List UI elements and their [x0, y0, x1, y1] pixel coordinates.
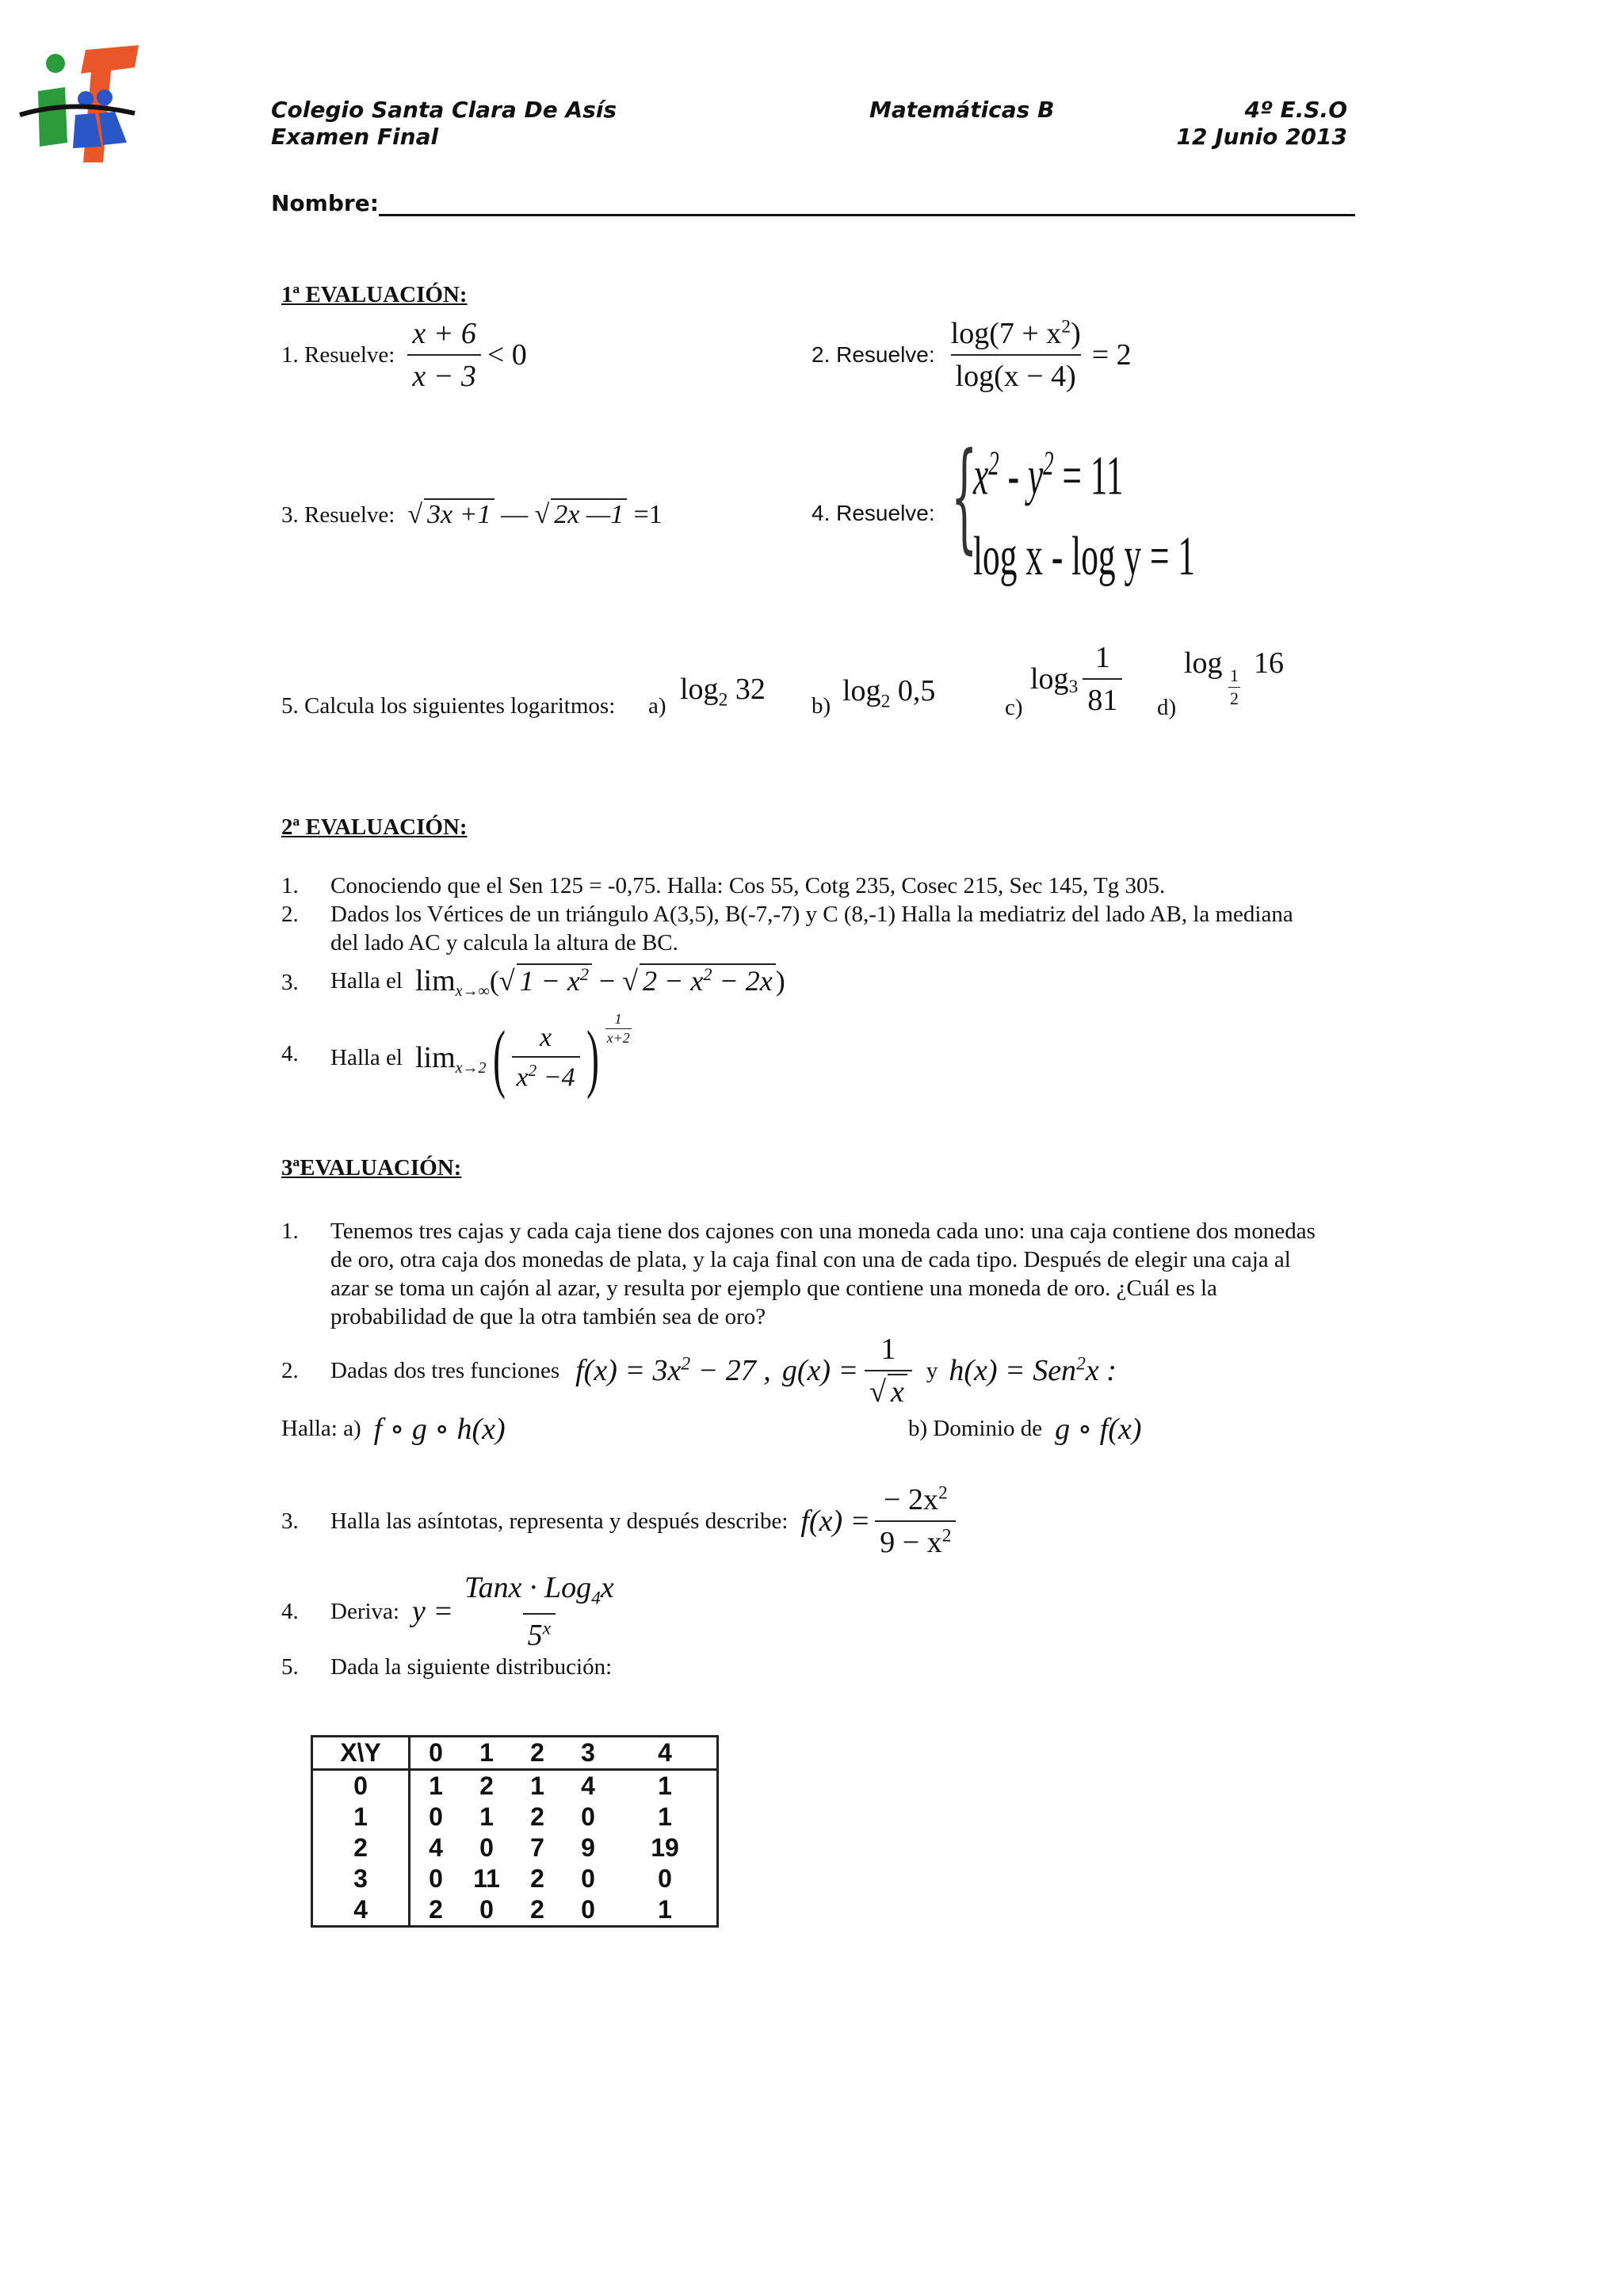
table-col-header: 2 — [530, 1738, 544, 1767]
p5-a-expr — [680, 672, 766, 711]
p2-num-exp: 2 — [1061, 316, 1071, 338]
table-row — [312, 1863, 718, 1894]
p5-d-arg: 16 — [1254, 646, 1284, 680]
table-cell: 0 — [429, 1864, 443, 1893]
eval2-p3-b: 2 − x — [643, 965, 704, 997]
table-cell: 2 — [479, 1772, 494, 1800]
eval3-p4-den: 5 — [527, 1618, 543, 1652]
table-cell: 2 — [530, 1802, 544, 1831]
eval3-p3-num-exp: 2 — [938, 1482, 948, 1504]
header-subject: Matemáticas B — [869, 97, 1055, 123]
p3-minus: — — [501, 500, 529, 529]
table-cell: 0 — [581, 1895, 595, 1924]
school-logo — [16, 44, 143, 166]
table-header-row — [312, 1737, 718, 1770]
eval3-p2-f — [575, 1353, 771, 1388]
table-cell: 1 — [530, 1772, 544, 1800]
p5-c-base: 3 — [1068, 676, 1079, 697]
table-corner: X\Y — [312, 1737, 410, 1770]
logo-graphic — [16, 44, 143, 166]
eval3-p2-num: 2. — [281, 1358, 299, 1383]
eval2-p2-line1: Dados los Vértices de un triángulo A(3,5), B(-7,-7) y C (8,-1) Halla la mediatriz del lado AB, la mediana — [330, 902, 1293, 927]
eval2-p4-text: Halla el — [330, 1045, 403, 1070]
eval2-p1-text: Conociendo que el Sen 125 = -0,75. Halla: Cos 55, Cotg 235, Cosec 215, Sec 145, Tg 305. — [330, 873, 1166, 898]
table-row — [312, 1802, 718, 1833]
eval2-p3-lim: lim — [414, 964, 456, 997]
eval1-problem-5-label: 5. Calcula los siguientes logaritmos: — [281, 693, 616, 719]
p5-b-label: b) — [812, 693, 831, 719]
p2-fraction — [946, 316, 1086, 394]
header-exam: Examen Final — [271, 124, 439, 150]
header-school: Colegio Santa Clara De Asís — [271, 97, 617, 123]
table-cell: 1 — [429, 1772, 443, 1800]
eval3-p2-h-tail: x : — [1085, 1354, 1117, 1387]
eval3-p4-den-exp: x — [542, 1618, 552, 1639]
p5-d-label: d) — [1157, 695, 1177, 720]
eval3-p4-text: Deriva: — [330, 1599, 399, 1624]
table-cell: 7 — [530, 1833, 544, 1862]
system-eq-1 — [973, 444, 1124, 508]
table-row-label: 1 — [312, 1802, 410, 1833]
eval1-problem-3 — [281, 495, 663, 535]
p5-d-base — [1228, 666, 1240, 709]
p3-root2: 2x —1 — [551, 498, 627, 529]
eval2-p3-body: (√ $1 - x^2$ − √ $2 - x^2 - 2x$ ) — [489, 964, 785, 997]
table-cell: 0 — [581, 1802, 595, 1831]
eq1-rhs: = 11 — [1053, 445, 1124, 507]
eq1-y: - y — [999, 445, 1044, 507]
eval3-p1-line-2: de oro, otra caja dos monedas de plata, y la caja final con una de cada tipo. Después de elegir una caja al — [330, 1247, 1291, 1272]
p2-num: log(7 + x — [950, 317, 1062, 350]
eval3-p1-line-3: azar se toma un cajón al azar, y resulta por ejemplo que contiene una moneda de oro. ¿Cuál es la — [330, 1276, 1217, 1301]
eval3-p2-halla-b — [908, 1409, 1142, 1448]
eval2-p4-exp-den: x+2 — [606, 1030, 630, 1046]
table-col-header: 1 — [479, 1738, 494, 1767]
eval3-p2-comp-b: g ∘ f(x) — [1055, 1412, 1142, 1446]
eval3-p2-comp-a: f ∘ g ∘ h(x) — [373, 1412, 506, 1446]
eq1-exp1: 2 — [988, 444, 999, 482]
p5-c-expr — [1030, 635, 1122, 723]
table-cell: 2 — [530, 1864, 544, 1893]
table-cell: 1 — [658, 1772, 672, 1800]
table-cell: 1 — [479, 1802, 494, 1831]
table-cell: 0 — [658, 1864, 672, 1893]
eval2-p2-line2: del lado AC y calcula la altura de BC. — [330, 930, 678, 955]
eval3-p4-expr — [330, 1567, 619, 1656]
eval2-p3-text: Halla el — [330, 968, 403, 994]
table-cell: 4 — [429, 1833, 443, 1862]
eval3-p5-num: 5. — [281, 1654, 299, 1680]
eval3-p1-line-4: probabilidad de que la otra también sea de oro? — [330, 1304, 766, 1329]
eq1-exp2: 2 — [1043, 444, 1054, 482]
name-label: Nombre: — [271, 190, 379, 216]
eval3-p1-num: 1. — [281, 1219, 299, 1244]
p5-c-num: 1 — [1094, 641, 1110, 674]
eval3-p4-num-sub: 4 — [591, 1588, 601, 1609]
table-cell: 1 — [658, 1895, 672, 1924]
eval2-p3-a: 1 − x — [519, 965, 580, 997]
p5-b-log: log — [842, 674, 881, 707]
p5-b-arg: 0,5 — [897, 674, 936, 707]
p1-den: x − 3 — [407, 354, 481, 394]
eval3-p3-fraction — [875, 1482, 956, 1560]
eval2-p3-expr — [330, 957, 785, 1005]
eval3-p3-den-exp: 2 — [941, 1525, 952, 1547]
p2-label: 2. Resuelve: — [812, 342, 935, 367]
p3-label: 3. Resuelve: — [281, 502, 395, 528]
table-cell: 0 — [479, 1833, 494, 1862]
system-eq-2: log x - log y = 1 — [973, 526, 1196, 587]
eval3-p2-g: g(x) = — [781, 1354, 859, 1387]
eval2-title: 2ª EVALUACIÓN: — [281, 814, 468, 840]
eval2-p3-a-exp: 2 — [579, 964, 589, 984]
table-row-label: 3 — [312, 1863, 410, 1894]
eval3-p2-expr — [330, 1331, 1117, 1410]
eval3-p3-num: 3. — [281, 1508, 299, 1534]
table-col-header: 3 — [581, 1738, 595, 1767]
eval3-p4-y: y = — [411, 1595, 453, 1628]
eval3-p2-y: y — [926, 1358, 938, 1383]
eval1-problem-1 — [281, 315, 527, 395]
eval2-p3-b-tail: − 2x — [712, 965, 773, 997]
eval2-p3-num: 3. — [281, 970, 299, 995]
table-cell: 1 — [658, 1802, 672, 1831]
table-cell: 4 — [581, 1772, 595, 1800]
p5-c-fraction — [1083, 640, 1122, 718]
p1-num: x + 6 — [412, 317, 476, 350]
eval2-p4-exp-num: 1 — [614, 1011, 622, 1027]
p5-d-base-num: 1 — [1230, 666, 1239, 685]
table-row — [312, 1894, 718, 1927]
eval1-title: 1ª EVALUACIÓN: — [281, 282, 468, 307]
eval3-p2-f-body: f(x) = 3x — [575, 1354, 682, 1387]
eval2-p1-num: 1. — [281, 873, 299, 898]
eval2-p2-num: 2. — [281, 902, 299, 927]
table-row — [312, 1833, 718, 1863]
table-row-label: 2 — [312, 1833, 410, 1863]
eval3-p3-den: 9 − x — [880, 1526, 942, 1559]
p5-a-log: log — [680, 673, 719, 706]
eval2-p4-lim: lim — [414, 1041, 456, 1074]
table-row — [312, 1770, 718, 1802]
p2-rel: = 2 — [1091, 338, 1132, 372]
eval2-p4-sub: x→2 — [455, 1058, 487, 1077]
eval3-p2-halla-label: Halla: a) — [281, 1416, 361, 1441]
eval2-p4-expr: Halla el lim x→2 ( $\frac{x}{x^2 -4}$ ) $\frac{1}{x+2}$ — [330, 1011, 630, 1100]
p5-d-log: log — [1184, 646, 1223, 680]
eval3-p5-text: Dada la siguiente distribución: — [330, 1654, 613, 1680]
eval3-p3-f: f(x) = — [800, 1505, 871, 1538]
p5-b-base: 2 — [880, 691, 891, 712]
eval3-p2-g-num: 1 — [880, 1333, 896, 1366]
p5-b-expr — [842, 673, 935, 713]
table-row-label: 4 — [312, 1894, 410, 1927]
p5-c-log: log — [1030, 662, 1069, 696]
eval1-problem-2 — [812, 314, 1132, 396]
name-line — [379, 214, 1355, 216]
eval2-p4-frac-den-rest: −4 — [537, 1062, 575, 1093]
table-col-header: 4 — [658, 1738, 672, 1767]
table-cell: 0 — [581, 1864, 595, 1893]
p2-den: log(x − 4) — [951, 354, 1081, 394]
eval3-p2-text: Dadas dos tres funciones — [330, 1358, 560, 1383]
table-cell: 0 — [429, 1802, 443, 1831]
eval3-p2-f-exp: 2 — [681, 1353, 691, 1375]
p5-a-base: 2 — [718, 689, 728, 711]
table-col-header: 0 — [429, 1738, 443, 1767]
header-course: 4º E.S.O — [1244, 97, 1347, 123]
table-cell: 11 — [473, 1864, 500, 1893]
table-cell: 2 — [429, 1895, 443, 1924]
p5-a-label: a) — [648, 693, 666, 719]
system-brace: { — [951, 428, 978, 566]
eval3-p3-expr — [330, 1482, 956, 1561]
p5-a-arg: 32 — [735, 673, 766, 706]
eval3-p2-h-exp: 2 — [1076, 1353, 1086, 1375]
eval3-p3-num: − 2x — [884, 1483, 938, 1516]
eval1-problem-4-label: 4. Resuelve: — [812, 501, 935, 525]
eval3-p4-num-b: x — [600, 1571, 614, 1605]
p3-root1: 3x +1 — [424, 498, 495, 529]
eval2-p4-frac-num: x — [540, 1022, 552, 1052]
table-cell: 9 — [581, 1833, 595, 1862]
eq1-x: x — [973, 445, 989, 507]
eval3-p2-g-den: x — [888, 1374, 907, 1409]
p1-rel: < 0 — [487, 338, 527, 372]
p3-expression: √ 3x +1 — √ 2x —1 =1 — [407, 500, 663, 529]
eval3-p1-line-1: Tenemos tres cajas y cada caja tiene dos cajones con una moneda cada uno: una caja contiene dos monedas — [330, 1219, 1316, 1244]
eval3-p2-halla-a — [281, 1409, 506, 1448]
header-date: 12 Junio 2013 — [1176, 124, 1347, 150]
eval3-p4-num: 4. — [281, 1599, 299, 1624]
eval2-p3-sub: x→∞ — [455, 982, 490, 1000]
eval2-p4-frac-den-exp: 2 — [528, 1060, 537, 1080]
p5-c-label: c) — [1005, 695, 1023, 720]
eval3-p4-num-a: Tanx · Log — [464, 1571, 592, 1605]
eval3-p2-b-label: b) Dominio de — [908, 1416, 1043, 1441]
eval2-p4-exponent — [605, 1011, 632, 1047]
eval2-p3-b-exp: 2 — [703, 964, 712, 984]
p2-num-close: ) — [1071, 317, 1081, 350]
p1-label: 1. Resuelve: — [281, 342, 395, 368]
eval3-p3-text: Halla las asíntotas, representa y después describe: — [330, 1508, 789, 1534]
eval2-p4-frac-den-x: x — [516, 1062, 529, 1093]
eval3-p2-f-tail: − 27 , — [690, 1354, 771, 1387]
table-cell: 2 — [530, 1895, 544, 1924]
p5-c-den: 81 — [1083, 678, 1122, 718]
eval2-p4-fraction — [512, 1023, 580, 1093]
eval3-p2-h — [949, 1353, 1117, 1388]
table-cell: 19 — [651, 1833, 679, 1862]
table-cell: 0 — [479, 1895, 494, 1924]
p1-fraction — [407, 316, 481, 394]
eval3-p2-g-fraction: $\frac{1}{√ x}$ — [865, 1332, 912, 1409]
p5-d-base-den: 2 — [1230, 688, 1239, 708]
eval3-p4-fraction — [460, 1570, 619, 1653]
eval3-title: 3ªEVALUACIÓN: — [281, 1155, 462, 1180]
p3-rel: =1 — [633, 500, 663, 529]
eval2-p4-num: 4. — [281, 1041, 299, 1066]
table-row-label: 0 — [312, 1770, 410, 1802]
eval3-p2-h-body: h(x) = Sen — [949, 1354, 1077, 1387]
distribution-table — [311, 1735, 719, 1928]
